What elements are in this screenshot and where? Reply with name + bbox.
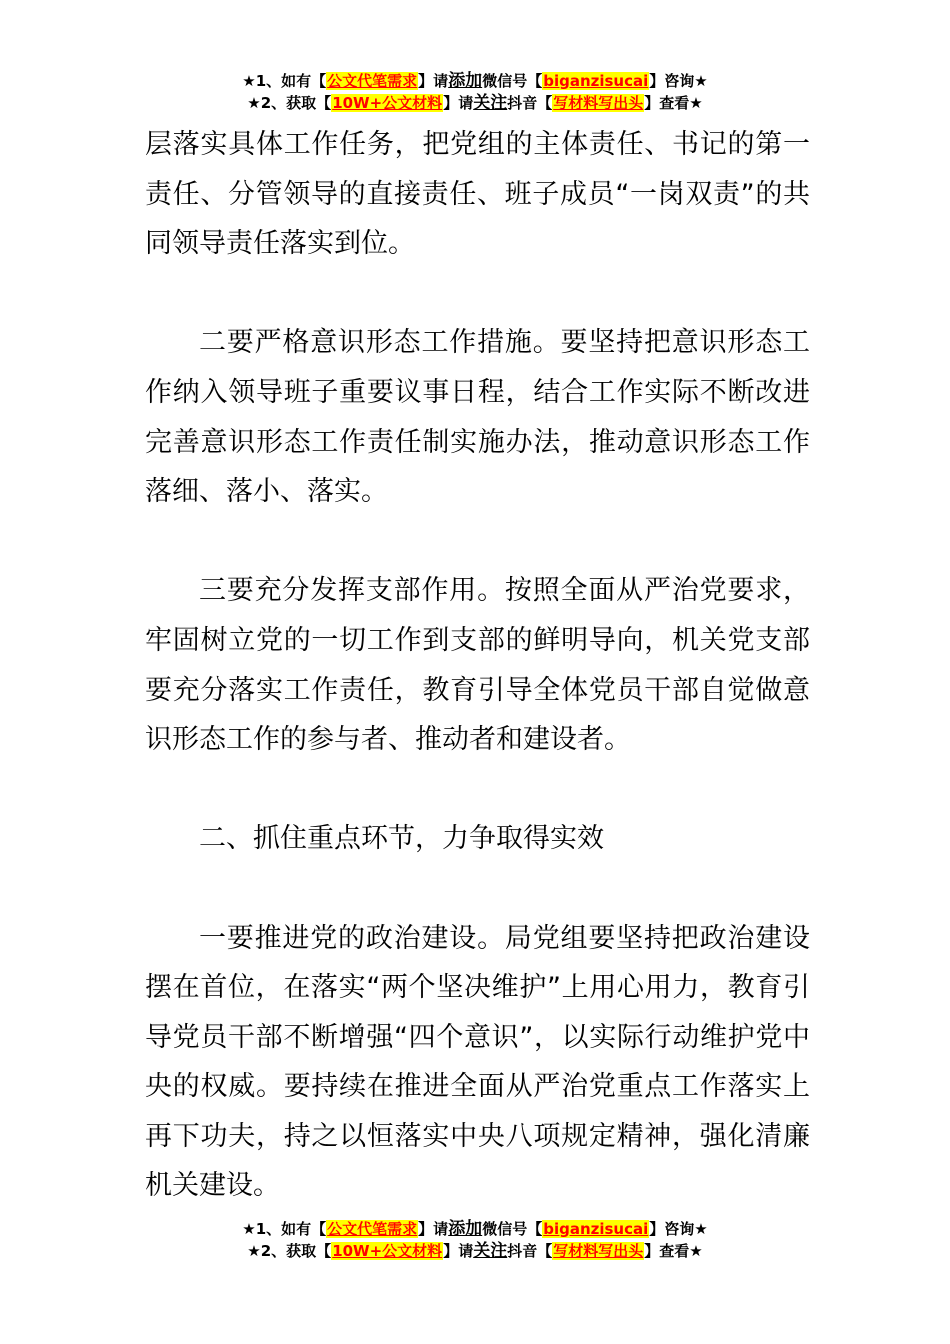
banner-text: ★2、获取【 — [247, 94, 332, 112]
footer-banner-line-2 — [0, 1240, 950, 1262]
banner-highlight: 公文代笔需求 — [327, 1220, 418, 1238]
section-heading: 二、抓住重点环节，力争取得实效 — [199, 823, 604, 855]
footer-banner-line-1 — [0, 1218, 950, 1240]
paragraph: 二要严格意识形态工作措施。要坚持把意识形态工作纳入领导班子重要议事日程，结合工作实际不断改进完善意识形态工作责任制实施办法，推动意识形态工作落细、落小、落实。 — [145, 327, 810, 508]
banner-text: 】查看★ — [644, 1242, 703, 1260]
banner-text: 】咨询★ — [649, 1220, 708, 1238]
banner-emphasis: 关注 — [473, 1241, 508, 1261]
banner-highlight: 写材料写出头 — [553, 94, 644, 112]
paragraph: 一要推进党的政治建设。局党组要坚持把政治建设摆在首位，在落实“两个坚决维护”上用心用力，教育引导党员干部不断增强“四个意识”，以实际行动维护党中央的权威。要持续在推进全面从严治党重点工作落实上再下功夫，持之以恒落实中央八项规定精神，强化清廉机关建设。 — [145, 922, 810, 1202]
banner-text: 微信号【 — [482, 72, 543, 90]
banner-text: 】请 — [443, 1242, 474, 1260]
banner-text: 】请 — [418, 72, 449, 90]
footer-banner — [0, 1218, 950, 1262]
banner-emphasis: 关注 — [473, 93, 508, 113]
banner-text: 】请 — [418, 1220, 449, 1238]
banner-highlight: biganzisucai — [543, 1220, 649, 1238]
banner-text: 】请 — [443, 94, 474, 112]
banner-emphasis: 添加 — [448, 1219, 483, 1239]
banner-text: 】咨询★ — [649, 72, 708, 90]
paragraph: 三要充分发挥支部作用。按照全面从严治党要求，牢固树立党的一切工作到支部的鲜明导向，机关党支部要充分落实工作责任，教育引导全体党员干部自觉做意识形态工作的参与者、推动者和建设者。 — [145, 575, 810, 756]
banner-text: 抖音【 — [507, 94, 553, 112]
banner-text: ★2、获取【 — [247, 1242, 332, 1260]
banner-highlight: 10W+公文材料 — [332, 1242, 443, 1260]
banner-highlight: 写材料写出头 — [553, 1242, 644, 1260]
banner-text: 微信号【 — [482, 1220, 543, 1238]
header-banner-line-2 — [0, 92, 950, 114]
banner-highlight: biganzisucai — [543, 72, 649, 90]
banner-text: ★1、如有【 — [242, 72, 327, 90]
banner-text: ★1、如有【 — [242, 1220, 327, 1238]
banner-text: 抖音【 — [507, 1242, 553, 1260]
document-body — [145, 120, 810, 1211]
header-banner — [0, 70, 950, 114]
paragraph-continuation: 层落实具体工作任务，把党组的主体责任、书记的第一责任、分管领导的直接责任、班子成员“一岗双责”的共同领导责任落实到位。 — [145, 129, 810, 260]
banner-highlight: 10W+公文材料 — [332, 94, 443, 112]
banner-text: 】查看★ — [644, 94, 703, 112]
banner-highlight: 公文代笔需求 — [327, 72, 418, 90]
header-banner-line-1 — [0, 70, 950, 92]
banner-emphasis: 添加 — [448, 71, 483, 91]
